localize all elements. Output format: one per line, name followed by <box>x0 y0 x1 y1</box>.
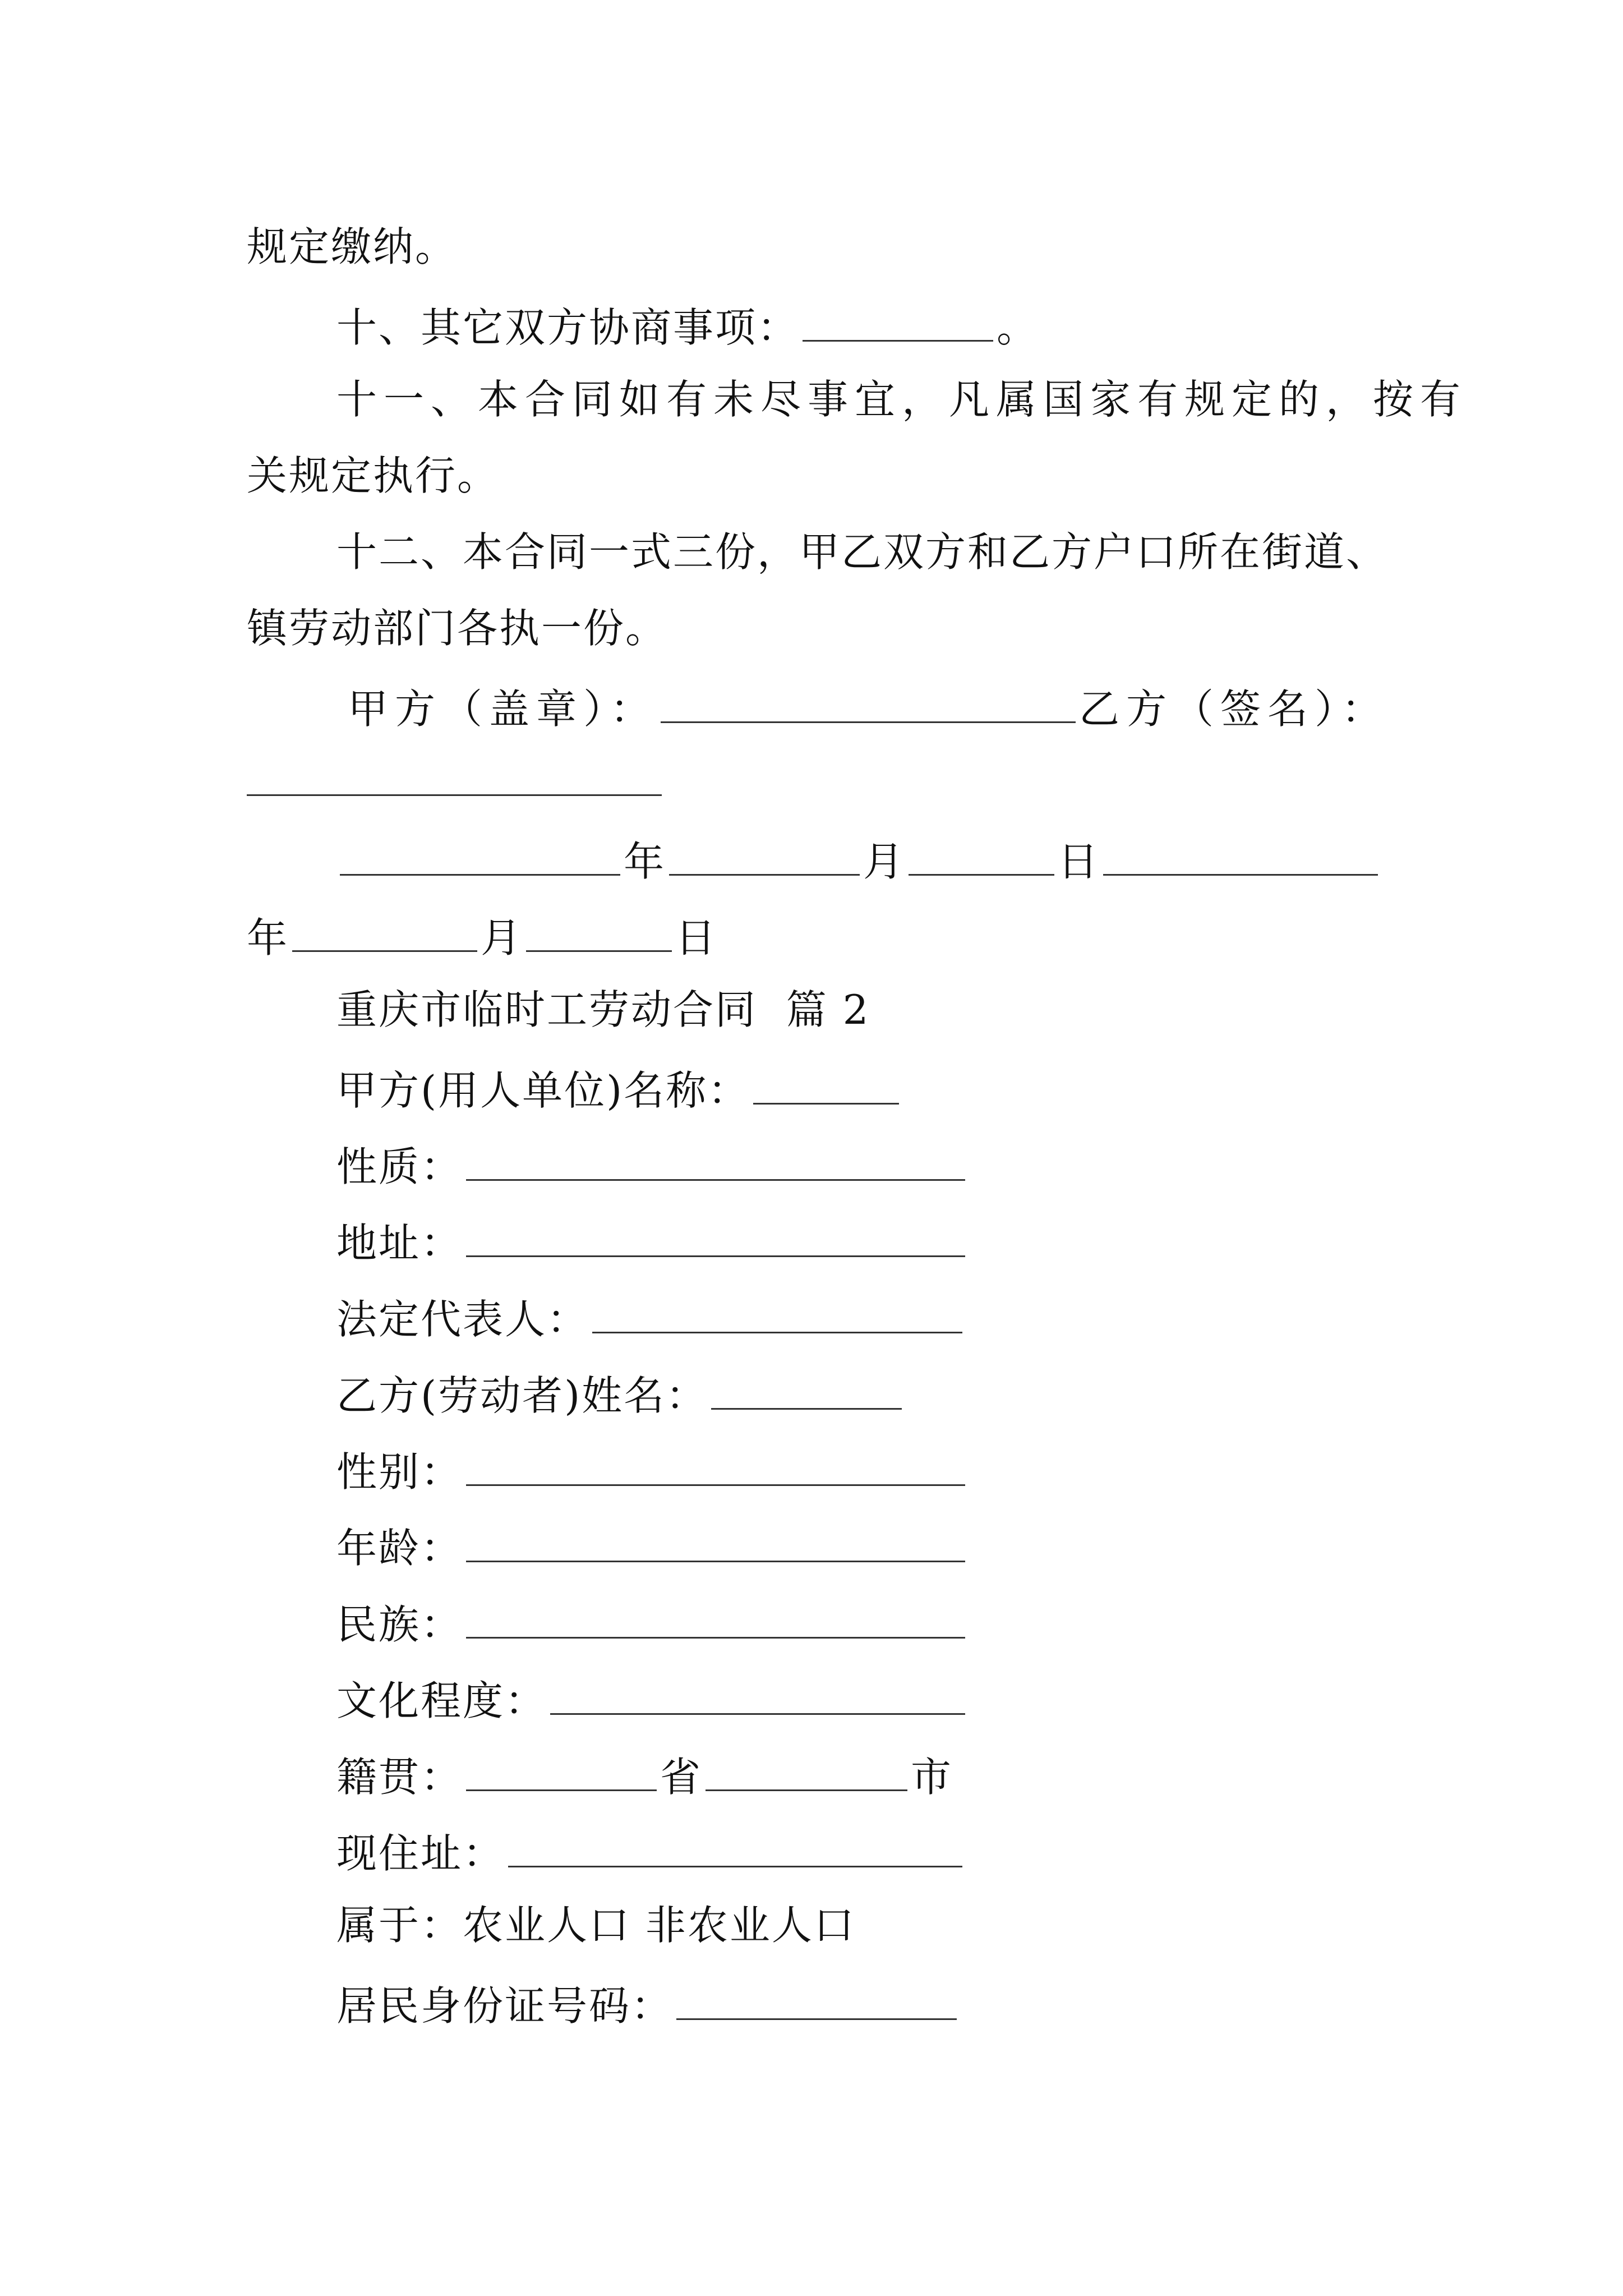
clause-10-blank[interactable] <box>803 303 993 342</box>
section-tag: 篇 2 <box>786 986 870 1033</box>
age-field <box>336 1524 969 1572</box>
current-address-field <box>336 1829 966 1877</box>
ethnicity-label: 民族： <box>336 1601 463 1648</box>
gender-label: 性别： <box>336 1448 463 1496</box>
party-b-sign-blank[interactable] <box>247 794 662 796</box>
household-type-text: 属于：农业人口 非农业人口 <box>336 1902 856 1949</box>
date-2-day: 日 <box>675 914 718 961</box>
party-a-seal-label: 甲方（盖章）： <box>348 685 658 733</box>
clause-11-text-1: 十一、本合同如有未尽事宜，凡属国家有规定的，按有 <box>336 376 1468 423</box>
legal-rep-field <box>336 1295 966 1343</box>
party-b-sign-label: 乙方（签名）： <box>1079 685 1389 733</box>
household-type-field <box>336 1902 856 1949</box>
ethnicity-blank[interactable] <box>466 1600 965 1639</box>
clause-12-text-1: 十二、本合同一式三份，甲乙双方和乙方户口所在街道、 <box>336 528 1389 576</box>
province-label: 省 <box>660 1754 703 1801</box>
date-1-month: 月 <box>863 838 906 885</box>
date-1-day: 日 <box>1058 838 1100 885</box>
date-2-month-blank[interactable] <box>292 913 477 952</box>
native-place-label: 籍贯： <box>336 1754 463 1801</box>
worker-name-label: 乙方(劳动者)姓名： <box>336 1372 708 1419</box>
date-row-1 <box>336 837 1381 885</box>
city-label: 市 <box>911 1754 953 1801</box>
clause-12-text-2: 镇劳动部门各执一份。 <box>247 605 668 652</box>
legal-rep-blank[interactable] <box>592 1295 962 1333</box>
worker-name-blank[interactable] <box>711 1371 902 1410</box>
employer-name-blank[interactable] <box>753 1066 899 1105</box>
age-blank[interactable] <box>466 1524 965 1562</box>
date-2-year: 年 <box>247 914 289 961</box>
gender-field <box>336 1447 969 1496</box>
address-label: 地址： <box>336 1220 463 1267</box>
address-blank[interactable] <box>466 1218 965 1257</box>
education-label: 文化程度： <box>336 1677 547 1724</box>
party-a-seal-blank[interactable] <box>661 684 1076 723</box>
paragraph-continuation <box>247 223 458 270</box>
date-2-day-blank[interactable] <box>526 913 672 952</box>
address-field <box>336 1218 969 1267</box>
date-1-year-blank[interactable] <box>340 837 620 876</box>
clause-11-line-2 <box>247 452 500 499</box>
city-blank[interactable] <box>706 1752 907 1791</box>
date-1-day-blank[interactable] <box>909 837 1054 876</box>
province-blank[interactable] <box>466 1752 657 1791</box>
id-number-blank[interactable] <box>676 1981 957 2020</box>
continuation-text: 规定缴纳。 <box>247 223 458 270</box>
section-2-title <box>336 986 870 1033</box>
signature-row <box>348 684 1389 733</box>
clause-11-line-1 <box>336 376 1468 423</box>
current-address-label: 现住址： <box>336 1830 505 1877</box>
id-number-field <box>336 1981 960 2030</box>
clause-10-end: 。 <box>997 304 1039 351</box>
gender-blank[interactable] <box>466 1447 965 1486</box>
clause-11-text-2: 关规定执行。 <box>247 452 500 499</box>
education-blank[interactable] <box>550 1676 965 1715</box>
clause-12-line-1 <box>336 528 1389 576</box>
age-label: 年龄： <box>336 1525 463 1572</box>
clause-12-line-2 <box>247 605 668 652</box>
clause-10 <box>336 303 1039 351</box>
nature-label: 性质： <box>336 1143 463 1190</box>
worker-name-field <box>336 1371 905 1419</box>
section-title-text: 重庆市临时工劳动合同 <box>336 986 758 1033</box>
date-2-year-blank[interactable] <box>1103 837 1378 876</box>
date-1-year: 年 <box>624 838 666 885</box>
legal-rep-label: 法定代表人： <box>336 1296 589 1343</box>
nature-blank[interactable] <box>466 1142 965 1181</box>
current-address-blank[interactable] <box>508 1829 962 1867</box>
employer-name-field <box>336 1066 902 1114</box>
ethnicity-field <box>336 1600 969 1648</box>
date-row-2 <box>247 913 718 961</box>
date-1-month-blank[interactable] <box>669 837 860 876</box>
nature-field <box>336 1142 969 1190</box>
id-number-label: 居民身份证号码： <box>336 1982 674 2030</box>
clause-10-text: 十、其它双方协商事项： <box>336 304 800 351</box>
employer-name-label: 甲方(用人单位)名称： <box>336 1067 750 1114</box>
education-field <box>336 1676 969 1724</box>
date-2-month: 月 <box>481 914 523 961</box>
native-place-field <box>336 1752 953 1801</box>
